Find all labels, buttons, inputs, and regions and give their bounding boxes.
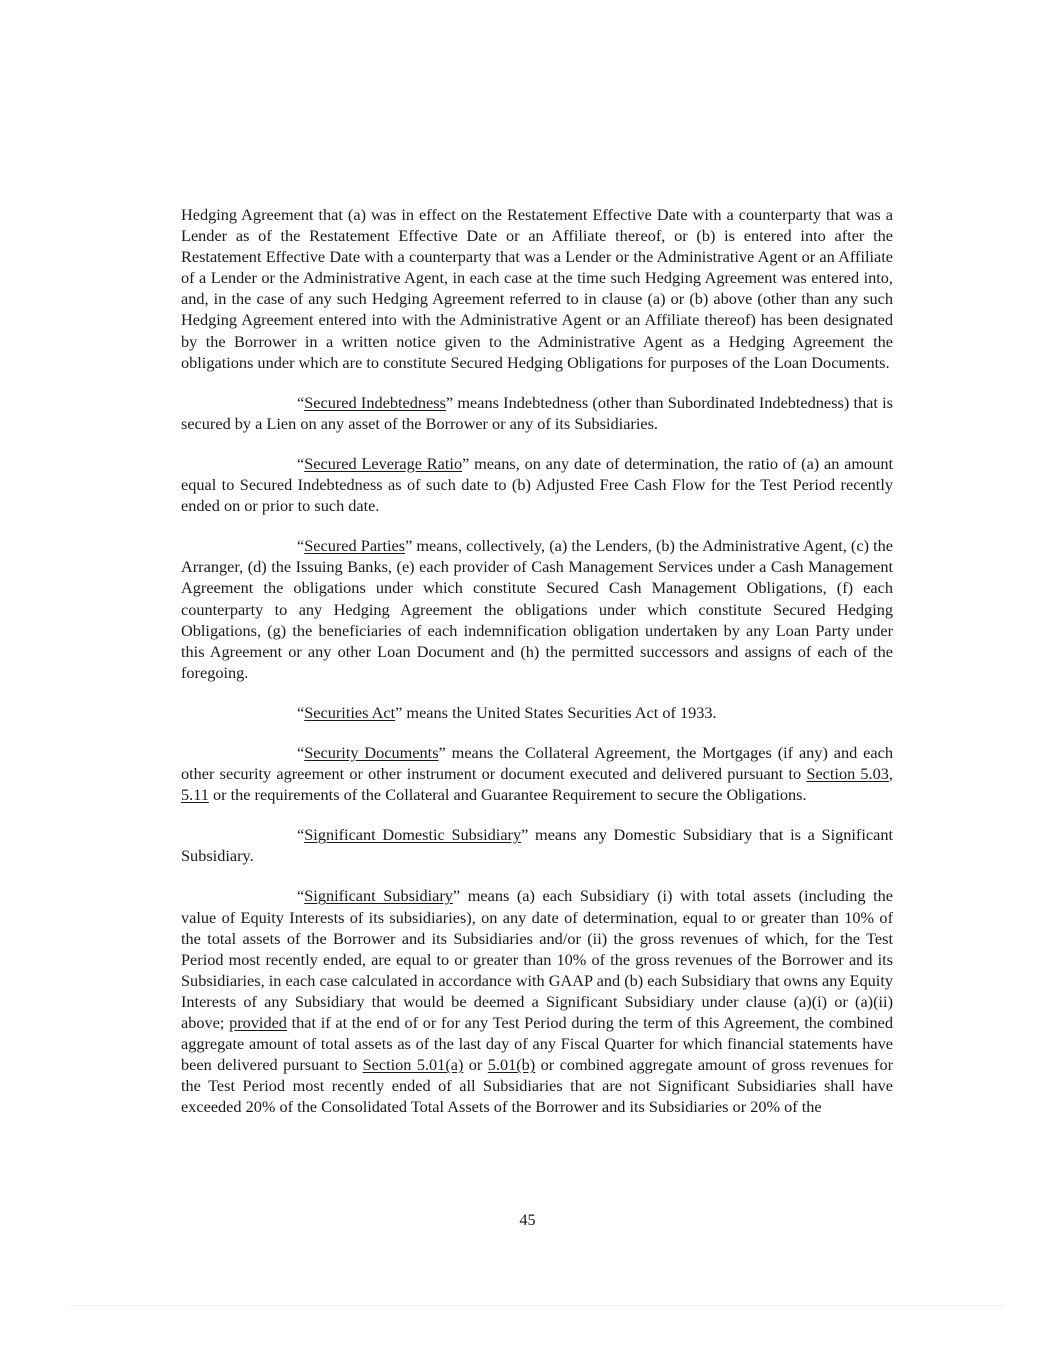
- definition-secured-leverage-ratio: [181, 453, 893, 516]
- section-reference: 5.11: [181, 785, 209, 805]
- defined-term: Security Documents: [304, 742, 439, 762]
- definition-text: or: [463, 1055, 488, 1075]
- page-bottom-divider: [70, 1305, 1005, 1306]
- definition-text: or the requirements of the Collateral and Guarantee Requirement to secure the Obligations.: [208, 785, 807, 805]
- page-body: [181, 204, 893, 1136]
- section-reference: 5.01(b): [487, 1055, 536, 1075]
- definition-significant-domestic-subsidiary: [181, 824, 893, 866]
- section-reference: Section 5.03: [806, 764, 889, 784]
- definition-text: ” means (a) each Subsidiary (i) with total assets (including the value of Equity Interests of its subsidiaries), on any date of determination, equal to or greater than 10% of the total assets of the Borrower and its Subsidiaries and/or (ii) the gross revenues of which, for the Test Period most recently ended, are equal to or greater than 10% of the gross revenues of the Borrower and its Subsidiaries, in each case calculated in accordance with GAAP and (b) each Subsidiary that owns any Equity Interests of any Subsidiary that would be deemed a Significant Subsidiary under clause (a)(i) or (a)(ii) above;: [181, 886, 893, 1032]
- definition-significant-subsidiary: [181, 885, 893, 1117]
- defined-term: Secured Leverage Ratio: [304, 453, 463, 473]
- definition-secured-parties: [181, 535, 893, 683]
- defined-term: Significant Subsidiary: [304, 886, 453, 906]
- open-quote: “: [297, 536, 305, 556]
- definition-text: ” means the Collateral Agreement, the Mortgages (if any) and each other security agreement or other instrument or document executed and delivered pursuant to: [181, 742, 893, 784]
- defined-term: Securities Act: [304, 702, 396, 722]
- defined-term: Secured Parties: [304, 536, 406, 556]
- open-quote: “: [297, 742, 305, 762]
- defined-term: Significant Domestic Subsidiary: [304, 825, 522, 845]
- definition-text: that if at the end of or for any Test Period during the term of this Agreement, the combined aggregate amount of total assets as of the last day of any Fiscal Quarter for which financial statements have been delivered pursuant to: [181, 1013, 893, 1075]
- open-quote: “: [297, 702, 305, 722]
- open-quote: “: [297, 825, 305, 845]
- definition-securities-act: [181, 702, 893, 723]
- definition-secured-indebtedness: [181, 392, 893, 434]
- proviso-term: provided: [229, 1013, 287, 1032]
- paragraph-hedging-continuation: Hedging Agreement that (a) was in effect on the Restatement Effective Date with a counterparty that was a Lender as of the Restatement Effective Date or an Affiliate thereof, or (b) is entered into after the Restatement Effective Date with a counterparty that was a Lender or the Administrative Agent or an Affiliate of a Lender or the Administrative Agent, in each case at the time such Hedging Agreement was entered into, and, in the case of any such Hedging Agreement referred to in clause (a) or (b) above (other than any such Hedging Agreement entered into with the Administrative Agent or an Affiliate thereof) has been designated by the Borrower in a written notice given to the Administrative Agent as a Hedging Agreement the obligations under which are to constitute Secured Hedging Obligations for purposes of the Loan Documents.: [181, 205, 893, 372]
- definition-text: ” means, on any date of determination, the ratio of (a) an amount equal to Secured Indebtedness as of such date to (b) Adjusted Free Cash Flow for the Test Period recently ended on or prior to such date.: [181, 453, 894, 516]
- section-reference: Section 5.01(a): [362, 1055, 464, 1075]
- definition-text: ” means the United States Securities Act of 1933.: [395, 702, 717, 722]
- open-quote: “: [297, 453, 305, 473]
- page-number: 45: [519, 1210, 536, 1229]
- definition-text: ” means Indebtedness (other than Subordinated Indebtedness) that is secured by a Lien on any asset of the Borrower or any of its Subsidiaries.: [181, 392, 893, 433]
- definition-text: ,: [888, 764, 893, 784]
- definition-text: or combined aggregate amount of gross revenues for the Test Period most recently ended of all Subsidiaries that are not Significant Subsidiaries shall have exceeded 20% of the Consolidated Total Assets of the Borrower and its Subsidiaries or 20% of the: [181, 1055, 894, 1117]
- definition-text: ” means any Domestic Subsidiary that is a Significant Subsidiary.: [181, 825, 893, 866]
- definition-text: ” means, collectively, (a) the Lenders, (b) the Administrative Agent, (c) the Arranger, (d) the Issuing Banks, (e) each provider of Cash Management Services under a Cash Management Agreement the obligations under which constitute Secured Cash Management Obligations, (f) each counterparty to any Hedging Agreement the obligations under which constitute Secured Hedging Obligations, (g) the beneficiaries of each indemnification obligation undertaken by any Loan Party under this Agreement or any other Loan Document and (h) the permitted successors and assigns of each of the foregoing.: [181, 536, 893, 682]
- definition-security-documents: [181, 742, 893, 805]
- open-quote: “: [297, 886, 305, 906]
- defined-term: Secured Indebtedness: [304, 392, 446, 412]
- open-quote: “: [297, 392, 305, 412]
